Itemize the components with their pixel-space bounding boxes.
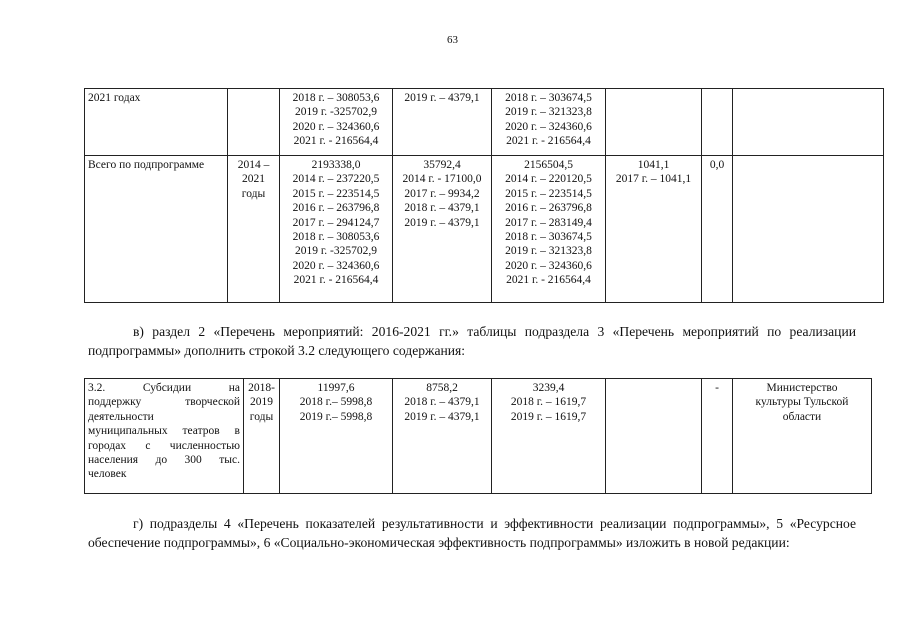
municipal-cell [606,89,702,156]
cell-line: 2017 г. – 9934,2 [404,187,480,200]
cell-line: 2018 г. – 308053,6 [292,92,380,104]
cell-line: 2014 г. - 17100,0 [402,173,482,186]
cell-line: 2020 г. – 324360,6 [292,120,380,133]
cell-line: годы [241,187,266,200]
cell-line: 2019 г. – 4379,1 [404,92,480,104]
cell-line: 2017 г. – 283149,4 [505,216,592,229]
cell-line: 2193338,0 [311,159,361,171]
period-cell [228,89,280,156]
cell-line: человек [88,468,127,481]
cell-line: 35792,4 [423,159,461,171]
cell-line: 2019 г. – 321323,8 [505,245,592,258]
federal-cell [393,156,492,303]
cell-line: 2015 г. – 223514,5 [505,187,592,200]
cell-line: 2021 г. - 216564,4 [293,135,379,148]
table-row [85,156,884,303]
funding-table-bottom [84,378,872,494]
cell-line: области [782,410,822,423]
cell-line: городах с численностью [88,439,240,452]
cell-line: 2014 г. – 237220,5 [292,173,380,186]
cell-line: 2016 г. – 263796,8 [505,202,592,215]
cell-line: 2021 г. - 216564,4 [293,274,379,287]
cell-line: 2017 г. – 294124,7 [292,216,380,229]
cell-line: 2017 г. – 1041,1 [615,173,692,186]
cell-line: 2015 г. – 223514,5 [292,187,380,200]
cell-line: 2019 г. – 4379,1 [404,216,480,229]
cell-line: 2021 [242,173,265,186]
cell-line: 2016 г. – 263796,8 [292,202,380,215]
executor-cell [733,156,884,303]
cell-line: 2019 г. – 1619,7 [510,410,587,423]
measure-name-cell [85,379,244,494]
cell-line: 2018 г. – 1619,7 [510,396,587,409]
cell-line: 2019 г.– 5998,8 [299,410,373,423]
cell-line: 2019 г. -325702,9 [295,245,377,258]
other-cell [702,89,733,156]
cell-line: 0,0 [709,159,725,171]
municipal-cell [606,379,702,494]
table-row [85,89,884,156]
cell-line: 2019 [250,396,273,409]
period-cell [228,156,280,303]
cell-line: 2018 г. – 4379,1 [404,202,480,215]
cell-line: 2018 г.– 5998,8 [299,396,373,409]
cell-line: 2018 г. – 303674,5 [505,231,592,244]
regional-cell [492,379,606,494]
page-number: 63 [447,34,458,46]
cell-line: Министерство [766,382,838,394]
paragraph-g [88,515,856,552]
total-cell [280,89,393,156]
cell-line: культуры Тульской [755,396,849,409]
cell-line: 2014 г. – 220120,5 [505,173,592,186]
period-cell [244,379,280,494]
row-name: 2021 годах [88,92,141,104]
other-cell [702,379,733,494]
cell-line: 2019 г. – 321323,8 [505,106,592,119]
row-name-cell [85,89,228,156]
funding-table-top [84,88,884,303]
cell-line: 3.2. Субсидии на [88,382,240,394]
paragraph-v [88,323,856,360]
cell-line: 2156504,5 [524,159,573,171]
regional-cell [492,89,606,156]
cell-line: поддержку творческой [88,396,240,409]
executor-cell [733,89,884,156]
row-name: Всего по подпрограмме [88,159,205,171]
cell-line: деятельности [88,410,154,423]
row-name-cell [85,156,228,303]
cell-line: 2018- [248,382,275,394]
cell-line: 2021 г. - 216564,4 [506,135,591,148]
cell-line: 2020 г. – 324360,6 [505,120,592,133]
cell-line: 2019 г. -325702,9 [295,106,377,119]
cell-line: 2021 г. - 216564,4 [506,274,591,287]
cell-line: 2018 г. – 308053,6 [292,231,380,244]
table-row [85,379,872,494]
cell-line: 2018 г. – 4379,1 [404,396,480,409]
paragraph-v-text: в) раздел 2 «Перечень мероприятий: 2016-2021 гг.» таблицы подраздела 3 «Перечень мероприятий по реализации подпрограммы» дополнить строкой 3.2 следующего содержания: [88,324,856,358]
cell-line: 1041,1 [637,159,670,171]
cell-line: муниципальных театров в [88,425,240,438]
cell-line: 2020 г. – 324360,6 [292,259,380,272]
total-cell [280,379,393,494]
federal-cell [393,379,492,494]
cell-line: - [715,382,719,394]
cell-line: 2019 г. – 4379,1 [404,410,480,423]
cell-line: 2020 г. – 324360,6 [505,259,592,272]
other-cell [702,156,733,303]
cell-line: 2018 г. – 303674,5 [505,92,592,104]
cell-line: 8758,2 [426,382,458,394]
total-cell [280,156,393,303]
regional-cell [492,156,606,303]
municipal-cell [606,156,702,303]
cell-line: 3239,4 [532,382,565,394]
cell-line: 11997,6 [317,382,355,394]
paragraph-g-text: г) подразделы 4 «Перечень показателей результативности и эффективности реализации подпрограммы», 5 «Ресурсное обеспечение подпрограммы», 6 «Социально-экономическая эффективность подпрограммы» изложить в новой редакции: [88,516,856,550]
federal-cell [393,89,492,156]
executor-cell [733,379,872,494]
cell-line: населения до 300 тыс. [88,454,240,467]
cell-line: 2014 – [237,159,270,171]
cell-line: годы [249,410,274,423]
